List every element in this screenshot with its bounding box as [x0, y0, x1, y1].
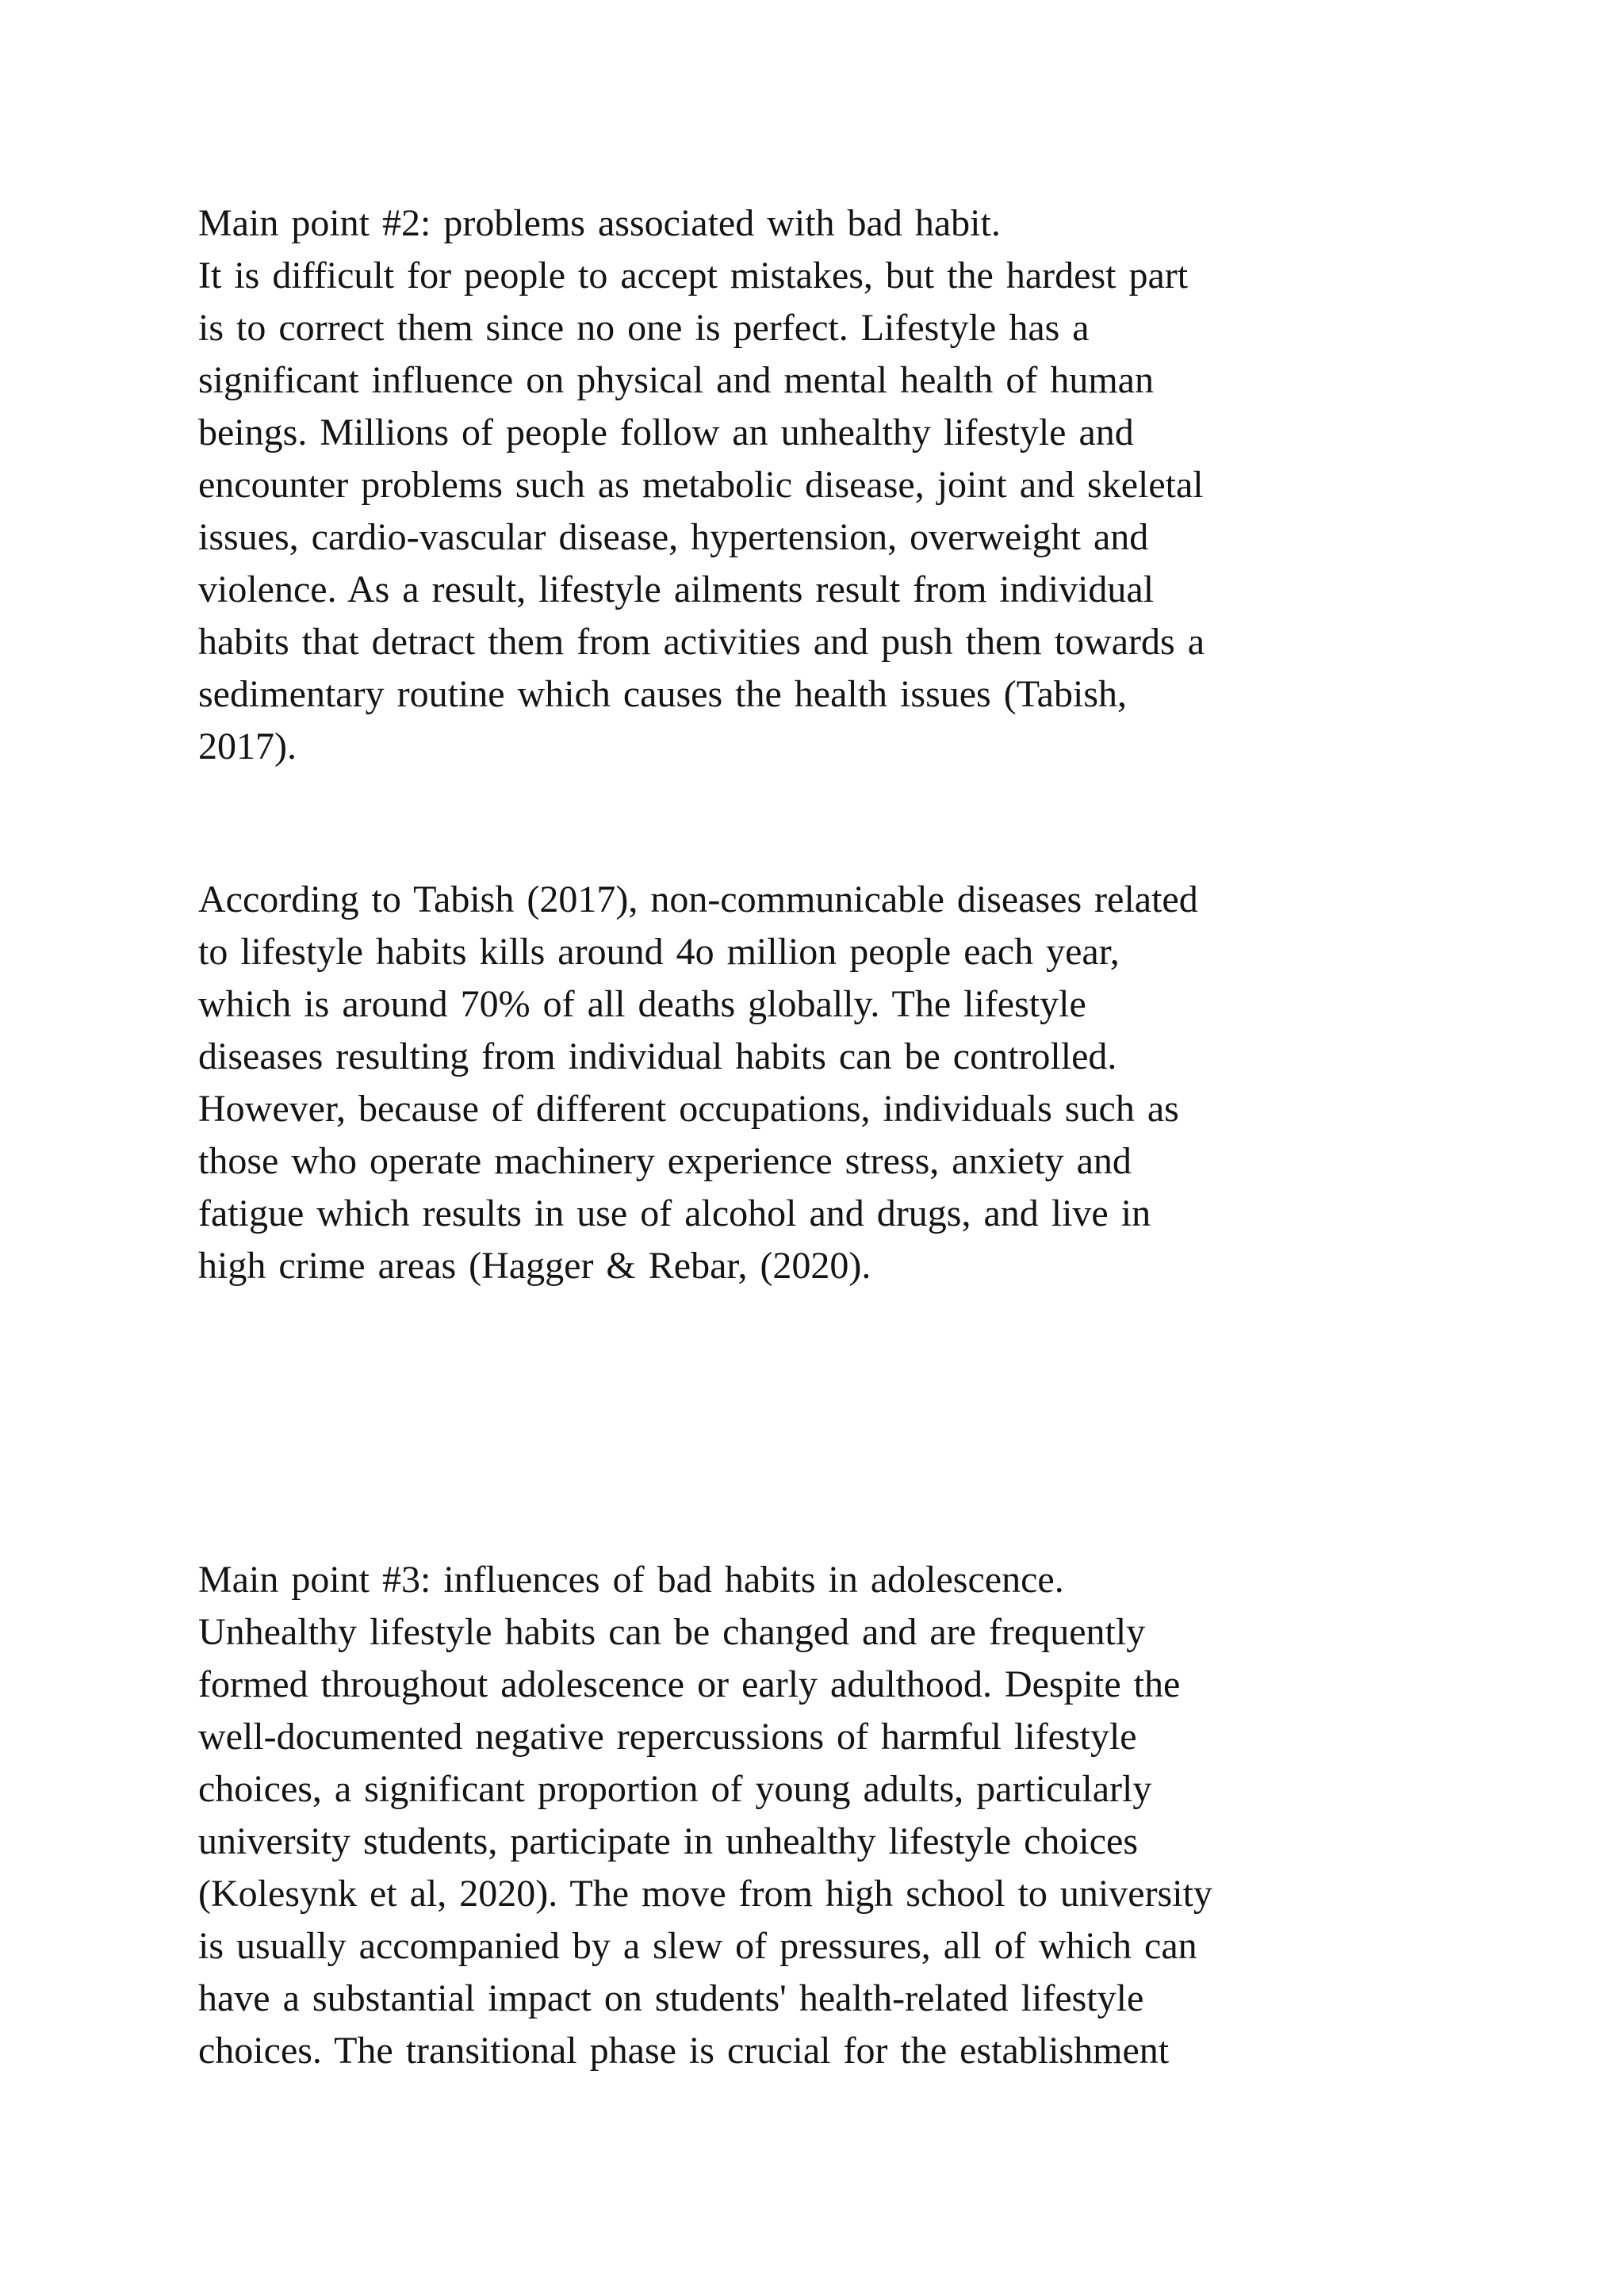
text-line: those who operate machinery experience stress, anxiety and [198, 1140, 1132, 1182]
text-line: is to correct them since no one is perfect. Lifestyle has a [198, 307, 1090, 349]
text-line: encounter problems such as metabolic disease, joint and skeletal [198, 464, 1204, 506]
text-line: have a substantial impact on students' health-related lifestyle [198, 1977, 1144, 2019]
text-line: sedimentary routine which causes the health issues (Tabish, [198, 673, 1127, 715]
text-line: is usually accompanied by a slew of pressures, all of which can [198, 1925, 1197, 1967]
text-line: habits that detract them from activities and push them towards a [198, 621, 1205, 663]
text-line: well-documented negative repercussions of harmful lifestyle [198, 1716, 1137, 1758]
text-line: choices. The transitional phase is crucial for the establishment [198, 2030, 1170, 2072]
text-line: Unhealthy lifestyle habits can be changed and are frequently [198, 1611, 1146, 1653]
text-line: formed throughout adolescence or early adulthood. Despite the [198, 1663, 1181, 1705]
text-line: However, because of different occupations, individuals such as [198, 1088, 1179, 1130]
text-line: According to Tabish (2017), non-communicable diseases related [198, 878, 1198, 920]
text-line: (Kolesynk et al, 2020). The move from high school to university [198, 1873, 1212, 1915]
heading-line: Main point #3: influences of bad habits in adolescence. [198, 1559, 1064, 1601]
text-line: university students, participate in unhealthy lifestyle choices [198, 1820, 1139, 1862]
text-line: issues, cardio-vascular disease, hypertension, overweight and [198, 516, 1149, 558]
text-line: to lifestyle habits kills around 4o million people each year, [198, 931, 1120, 973]
text-line: choices, a significant proportion of young adults, particularly [198, 1768, 1152, 1810]
text-line: beings. Millions of people follow an unhealthy lifestyle and [198, 411, 1134, 453]
text-line: It is difficult for people to accept mistakes, but the hardest part [198, 254, 1189, 297]
heading-line: Main point #2: problems associated with bad habit. [198, 202, 1001, 244]
text-line: high crime areas (Hagger & Rebar, (2020). [198, 1245, 871, 1287]
text-line: significant influence on physical and mental health of human [198, 359, 1154, 401]
text-line: diseases resulting from individual habits can be controlled. [198, 1035, 1117, 1077]
paragraph-tabish-citation [198, 874, 1483, 1292]
text-line: which is around 70% of all deaths globally. The lifestyle [198, 983, 1086, 1025]
text-line: violence. As a result, lifestyle ailments result from individual [198, 568, 1155, 610]
paragraph-main-point-3 [198, 1554, 1483, 2077]
paragraph-main-point-2 [198, 197, 1483, 773]
text-line: fatigue which results in use of alcohol and drugs, and live in [198, 1192, 1151, 1234]
text-line: 2017). [198, 725, 297, 767]
